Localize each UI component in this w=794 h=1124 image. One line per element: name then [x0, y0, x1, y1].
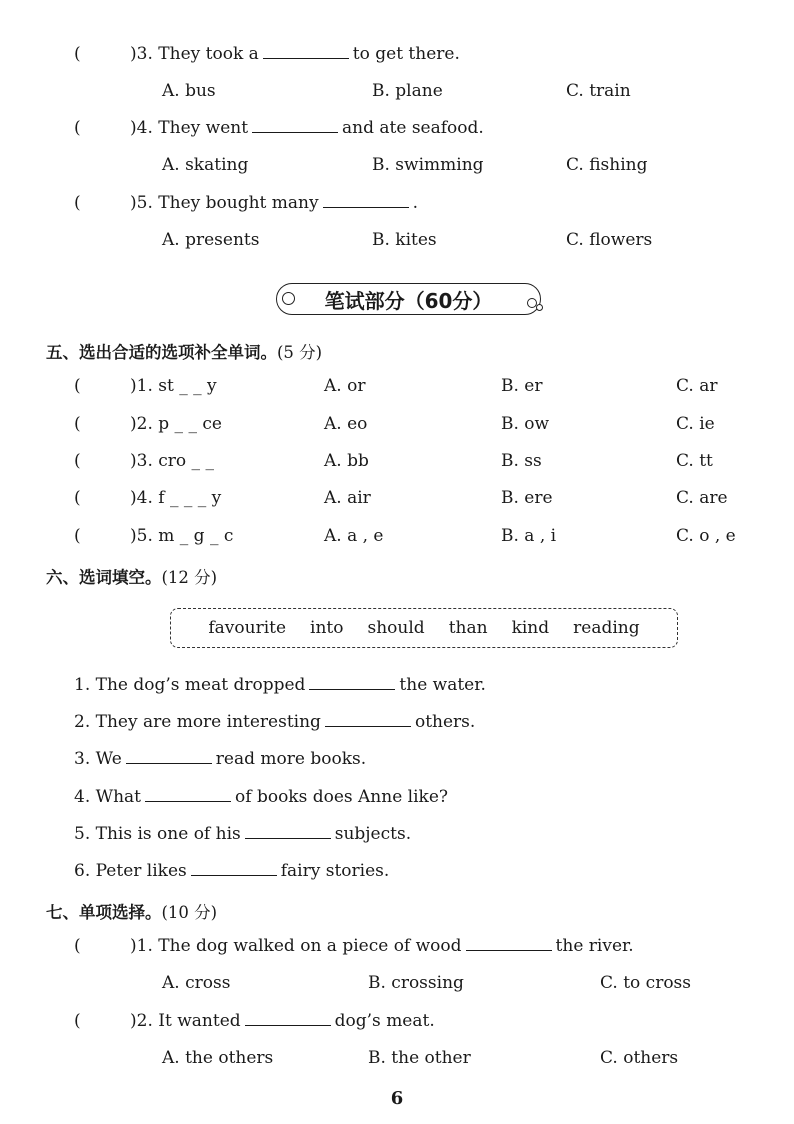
question-text-end: the river. [555, 936, 634, 956]
word-stem: )2. p _ _ ce [130, 414, 222, 434]
option-b[interactable]: B. kites [372, 230, 437, 250]
answer-paren[interactable]: ( [74, 44, 81, 64]
option-a[interactable]: A. bus [162, 81, 216, 101]
fill-sentence-6: 6. Peter likes fairy stories. [74, 861, 390, 881]
section-title: 六、选词填空。 [46, 568, 162, 587]
question-text: They went [158, 118, 249, 138]
option-b[interactable]: B. crossing [368, 973, 464, 993]
answer-blank[interactable] [126, 762, 212, 764]
answer-paren[interactable]: ( [74, 488, 81, 508]
question-number: 2 [136, 1011, 148, 1031]
word-stem: )1. st _ _ y [130, 376, 217, 396]
option-c[interactable]: C. o , e [676, 526, 736, 546]
question-text: They took a [158, 44, 259, 64]
answer-paren[interactable]: ( [74, 1011, 81, 1031]
answer-paren[interactable]: ( [74, 526, 81, 546]
fill-sentence-3: 3. We read more books. [74, 749, 367, 769]
answer-blank[interactable] [309, 688, 395, 690]
option-a[interactable]: A. skating [162, 155, 249, 175]
answer-paren[interactable]: ( [74, 414, 81, 434]
question-number: 4 [136, 118, 148, 138]
option-a[interactable]: A. presents [162, 230, 260, 250]
answer-blank[interactable] [191, 874, 277, 876]
section-points: (5 分) [277, 343, 323, 362]
answer-blank[interactable] [325, 725, 411, 727]
question-number: 3 [136, 44, 148, 64]
option-a[interactable]: A. air [324, 488, 371, 508]
option-c[interactable]: C. ar [676, 376, 718, 396]
answer-blank[interactable] [245, 837, 331, 839]
fill-sentence-2: 2. They are more interesting others. [74, 712, 476, 732]
answer-paren[interactable]: ( [74, 118, 81, 138]
option-b[interactable]: B. swimming [372, 155, 484, 175]
option-b[interactable]: B. ow [501, 414, 550, 434]
section-points: (12 分) [161, 568, 218, 587]
option-b[interactable]: B. ere [501, 488, 553, 508]
banner-bubble-icon [536, 304, 543, 311]
option-a[interactable]: A. cross [162, 973, 231, 993]
word-bank-item: reading [573, 618, 640, 638]
word-bank-item: into [310, 618, 344, 638]
option-a[interactable]: A. eo [324, 414, 368, 434]
answer-blank[interactable] [145, 800, 231, 802]
word-bank-item: kind [511, 618, 550, 638]
option-c[interactable]: C. to cross [600, 973, 692, 993]
option-a[interactable]: A. a , e [324, 526, 384, 546]
option-a[interactable]: A. bb [324, 451, 369, 471]
option-c[interactable]: C. tt [676, 451, 713, 471]
answer-blank[interactable] [245, 1024, 331, 1026]
answer-paren[interactable]: ( [74, 936, 81, 956]
section-6-heading [46, 564, 217, 588]
option-c[interactable]: C. train [566, 81, 631, 101]
word-bank-item: than [448, 618, 488, 638]
option-b[interactable]: B. er [501, 376, 543, 396]
fill-sentence-1: 1. The dog’s meat dropped the water. [74, 675, 486, 695]
section-title: 七、单项选择。 [46, 903, 162, 922]
question-text-end: and ate seafood. [342, 118, 484, 138]
word-stem: )5. m _ g _ c [130, 526, 234, 546]
option-a[interactable]: A. or [324, 376, 366, 396]
option-c[interactable]: C. fishing [566, 155, 648, 175]
section-title: 五、选出合适的选项补全单词。 [46, 343, 277, 362]
question-text-end: . [412, 193, 418, 213]
answer-blank[interactable] [466, 949, 552, 951]
answer-paren[interactable]: ( [74, 451, 81, 471]
answer-blank[interactable] [323, 206, 409, 208]
option-b[interactable]: B. ss [501, 451, 542, 471]
option-c[interactable]: C. are [676, 488, 728, 508]
answer-blank[interactable] [263, 57, 349, 59]
question-number: 1 [136, 936, 148, 956]
option-c[interactable]: C. ie [676, 414, 715, 434]
question-text: It wanted [158, 1011, 241, 1031]
fill-sentence-5: 5. This is one of his subjects. [74, 824, 412, 844]
word-bank [170, 608, 678, 648]
banner-bubble-icon [282, 292, 295, 305]
option-b[interactable]: B. a , i [501, 526, 557, 546]
word-bank-item: should [367, 618, 425, 638]
word-stem: )3. cro _ _ [130, 451, 214, 471]
section-5-heading [46, 339, 322, 363]
option-b[interactable]: B. plane [372, 81, 443, 101]
answer-paren[interactable]: ( [74, 193, 81, 213]
question-text: They bought many [158, 193, 319, 213]
option-b[interactable]: B. the other [368, 1048, 471, 1068]
option-c[interactable]: C. others [600, 1048, 679, 1068]
banner-title: 笔试部分（60分） [324, 288, 493, 313]
question-text-end: to get there. [352, 44, 460, 64]
answer-blank[interactable] [252, 131, 338, 133]
question-text-end: dog’s meat. [334, 1011, 435, 1031]
word-bank-item: favourite [208, 618, 287, 638]
answer-paren[interactable]: ( [74, 376, 81, 396]
word-stem: )4. f _ _ _ y [130, 488, 222, 508]
question-number: 5 [136, 193, 148, 213]
option-c[interactable]: C. flowers [566, 230, 653, 250]
section-7-heading [46, 899, 217, 923]
question-text: The dog walked on a piece of wood [158, 936, 462, 956]
section-points: (10 分) [161, 903, 218, 922]
fill-sentence-4: 4. What of books does Anne like? [74, 787, 449, 807]
page-number: 6 [390, 1088, 404, 1109]
written-part-banner [276, 283, 541, 315]
option-a[interactable]: A. the others [162, 1048, 274, 1068]
